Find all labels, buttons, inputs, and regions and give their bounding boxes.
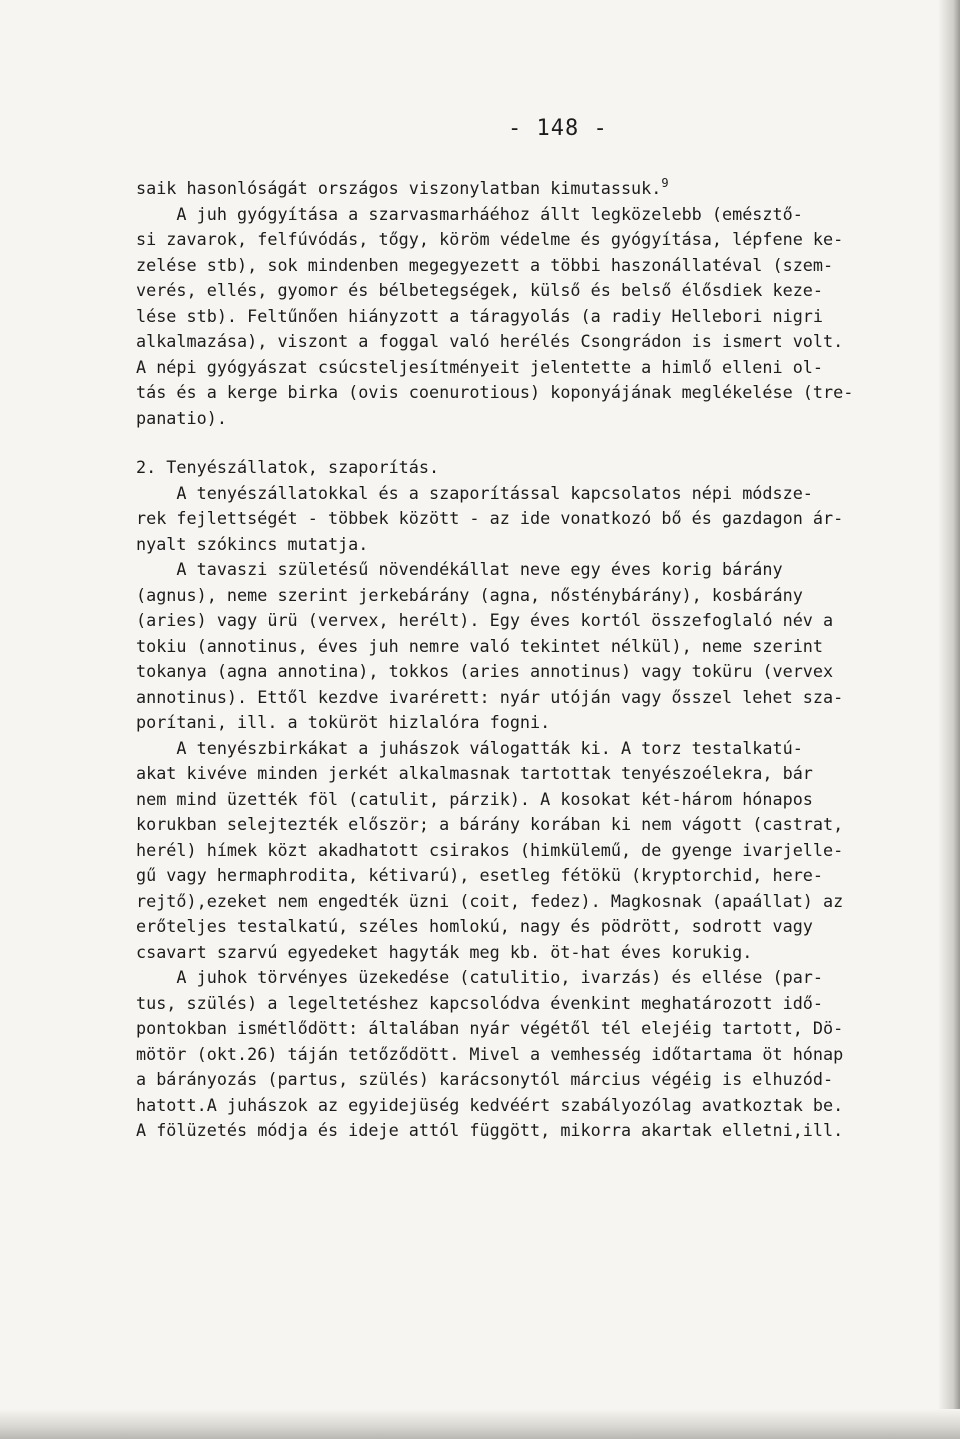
page-edge-shadow-bottom (0, 1409, 960, 1439)
text-line: A fölüzetés módja és ideje attól függött, mikorra akartak elletni,ill. (136, 1120, 844, 1140)
text-line: herél) hímek közt akadhatott csirakos (himkülemű, de gyenge ivarjelle- (136, 839, 844, 860)
text-line: (agnus), neme szerint jerkebárány (agna, nősténybárány), kosbárány (136, 584, 803, 605)
text-line: A népi gyógyászat csúcsteljesítményeit jelentette a himlő elleni ol- (136, 356, 824, 377)
text-line: nem mind üzették föl (catulit, párzik). A kosokat két-három hónapos (136, 788, 813, 809)
section-heading: 2. Tenyészállatok, szaporítás. (136, 457, 440, 477)
text-line: tus, szülés) a legeltetéshez kapcsolódva évenkint meghatározott idő- (136, 992, 824, 1013)
text-line: A juh gyógyítása a szarvasmarháéhoz állt legközelebb (emésztő- (136, 203, 803, 224)
text-line: A juhok törvényes üzekedése (catulitio, ivarzás) és ellése (par- (136, 967, 824, 987)
body-text (136, 176, 936, 1144)
text-line: A tavaszi születésű növendékállat neve egy éves korig bárány (136, 559, 783, 579)
text-line: saik hasonlóságát országos viszonylatban kimutassuk.$^9$ (136, 176, 669, 198)
text-line: A tenyészállatokkal és a szaporítással kapcsolatos népi módsze- (136, 482, 813, 503)
footnote-marker: 9 (661, 176, 669, 190)
text-line: nyalt szókincs mutatja. (136, 533, 369, 554)
page-edge-shadow-right (938, 0, 960, 1439)
text-line: lése stb). Feltűnően hiányzott a táragyolás (a radiy Hellebori nigri (136, 305, 824, 326)
text-line: akat kivéve minden jerkét alkalmasnak tartottak tenyészoélekra, bár (136, 763, 813, 783)
text-line: gű vagy hermaphrodita, kétivarú), esetleg fétökü (kryptorchid, here- (136, 865, 824, 885)
text-line: A tenyészbirkákat a juhászok válogatták ki. A torz testalkatú- (136, 737, 803, 758)
text-line: tokanya (agna annotina), tokkos (aries annotinus) vagy toküru (vervex (136, 661, 834, 681)
text-line: mötör (okt.26) táján tetőződött. Mivel a vemhesség időtartama öt hónap (136, 1043, 844, 1064)
text-line: rejtő),ezeket nem engedték üzni (coit, fedez). Magkosnak (apaállat) az (136, 890, 844, 911)
text-line: porítani, ill. a toküröt hizlalóra fogni. (136, 712, 551, 732)
text-line: tás és a kerge birka (ovis coenurotious) koponyájának meglékelése (tre- (136, 382, 854, 402)
text-line: a bárányozás (partus, szülés) karácsonytól március végéig is elhuzód- (136, 1069, 834, 1089)
text-line: annotinus). Ettől kezdve ivarérett: nyár utóján vagy ősszel lehet sza- (136, 686, 844, 707)
text-line: zelése stb), sok mindenben megegyezett a többi haszonállatéval (szem- (136, 254, 834, 275)
text-line: rek fejlettségét - többek között - az ide vonatkozó bő és gazdagon ár- (136, 508, 844, 528)
page-number: - 148 - (508, 116, 608, 141)
text-line: si zavarok, felfúvódás, tőgy, köröm védelme és gyógyítása, lépfene ke- (136, 229, 844, 249)
text-line: verés, ellés, gyomor és bélbetegségek, külső és belső élősdiek keze- (136, 280, 824, 300)
text-line: tokiu (annotinus, éves juh nemre való tekintet nélkül), neme szerint (136, 635, 824, 656)
text-line: korukban selejtezték először; a bárány korában ki nem vágott (castrat, (136, 814, 844, 834)
text-line: alkalmazása), viszont a foggal való herélés Csongrádon is ismert volt. (136, 331, 844, 351)
text-line: panatio). (136, 407, 227, 428)
text-line: (aries) vagy ürü (vervex, herélt). Egy éves kortól összefoglaló név a (136, 610, 834, 630)
text-line: csavart szarvú egyedeket hagyták meg kb. öt-hat éves korukig. (136, 941, 753, 962)
text-line: hatott.A juhászok az egyidejüség kedvéért szabályozólag avatkoztak be. (136, 1094, 844, 1115)
text-line: pontokban ismétlődött: általában nyár végétől tél elejéig tartott, Dö- (136, 1018, 844, 1038)
blank-line (136, 431, 936, 455)
text-line: erőteljes testalkatú, széles homlokú, nagy és pödrött, sodrott vagy (136, 916, 813, 936)
